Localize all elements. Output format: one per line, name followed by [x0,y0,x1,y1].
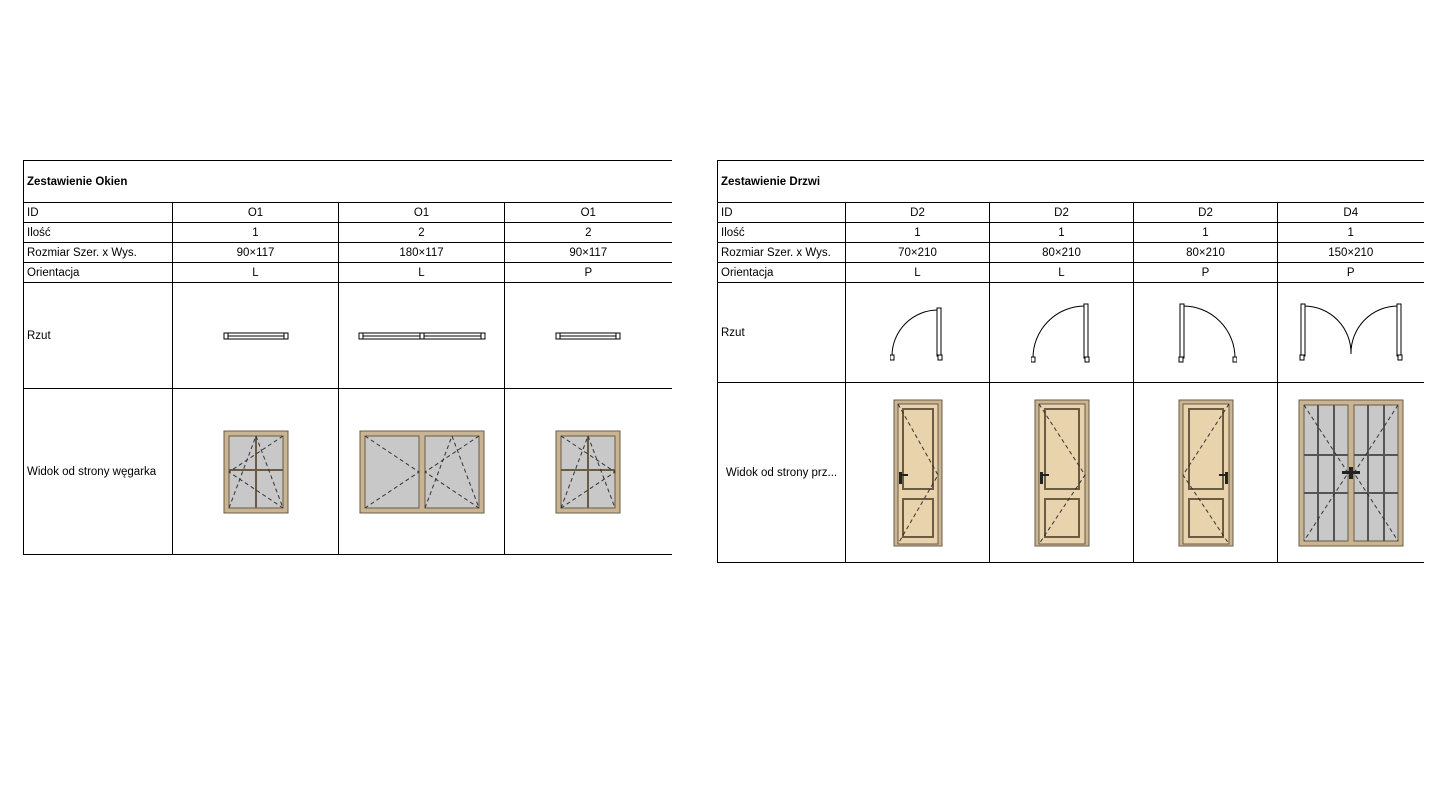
window-orientation-cell: L [173,263,339,283]
door-qty-cell: 1 [1278,223,1424,243]
window-elevation-double [359,430,485,514]
row-label-size: Rozmiar Szer. x Wys. [718,243,846,263]
door-id-cell: D4 [1278,203,1424,223]
door-qty-cell: 1 [1134,223,1278,243]
window-plan-cell [505,283,672,389]
door-schedule-table [717,160,1424,563]
window-elevation-tilt-turn-left [223,430,289,514]
window-elevation-tilt-turn-right [555,430,621,514]
door-size-cell: 70×210 [846,243,990,263]
window-qty-cell: 2 [505,223,672,243]
door-qty-cell: 1 [846,223,990,243]
door-orientation-cell: P [1278,263,1424,283]
door-plan-cell [990,283,1134,383]
row-label-plan: Rzut [718,283,846,383]
row-label-qty: Ilość [718,223,846,243]
window-view-cell [339,389,505,555]
window-plan-symbol [358,331,486,341]
door-plan-swing-right [1175,302,1237,364]
row-label-plan: Rzut [24,283,173,389]
window-orientation-cell: P [505,263,672,283]
door-view-cell [990,383,1134,563]
window-size-cell: 90×117 [505,243,672,263]
door-elevation-panel-left [1034,399,1090,547]
door-id-cell: D2 [846,203,990,223]
window-size-cell: 180×117 [339,243,505,263]
door-size-cell: 80×210 [1134,243,1278,263]
door-view-cell [846,383,990,563]
door-plan-cell [1278,283,1424,383]
row-label-orientation: Orientacja [718,263,846,283]
window-size-cell: 90×117 [173,243,339,263]
door-plan-swing-left [1031,302,1093,364]
door-plan-double-swing [1296,302,1406,364]
window-plan-cell [339,283,505,389]
door-orientation-cell: L [846,263,990,283]
row-label-qty: Ilość [24,223,173,243]
window-qty-cell: 2 [339,223,505,243]
door-qty-cell: 1 [990,223,1134,243]
window-view-cell [505,389,672,555]
window-plan-symbol [223,331,289,341]
door-orientation-cell: L [990,263,1134,283]
door-plan-cell [846,283,990,383]
door-view-cell [1134,383,1278,563]
door-elevation-double-glazed [1298,399,1404,547]
window-orientation-cell: L [339,263,505,283]
row-label-orientation: Orientacja [24,263,173,283]
row-label-size: Rozmiar Szer. x Wys. [24,243,173,263]
window-schedule-title: Zestawienie Okien [24,161,672,203]
window-plan-symbol [555,331,621,341]
window-id-cell: O1 [173,203,339,223]
row-label-id: ID [718,203,846,223]
window-id-cell: O1 [339,203,505,223]
row-label-view: Widok od strony węgarka [24,389,173,555]
window-view-cell [173,389,339,555]
window-qty-cell: 1 [173,223,339,243]
door-size-cell: 80×210 [990,243,1134,263]
door-plan-cell [1134,283,1278,383]
row-label-id: ID [24,203,173,223]
window-id-cell: O1 [505,203,672,223]
door-id-cell: D2 [1134,203,1278,223]
door-size-cell: 150×210 [1278,243,1424,263]
window-schedule-table [23,160,672,555]
window-plan-cell [173,283,339,389]
door-elevation-panel-right [1178,399,1234,547]
door-plan-swing-left [890,304,946,362]
door-elevation-panel-left [893,399,943,547]
row-label-view: Widok od strony prz... [718,383,846,563]
door-schedule-title: Zestawienie Drzwi [718,161,1424,203]
door-id-cell: D2 [990,203,1134,223]
door-orientation-cell: P [1134,263,1278,283]
door-view-cell [1278,383,1424,563]
